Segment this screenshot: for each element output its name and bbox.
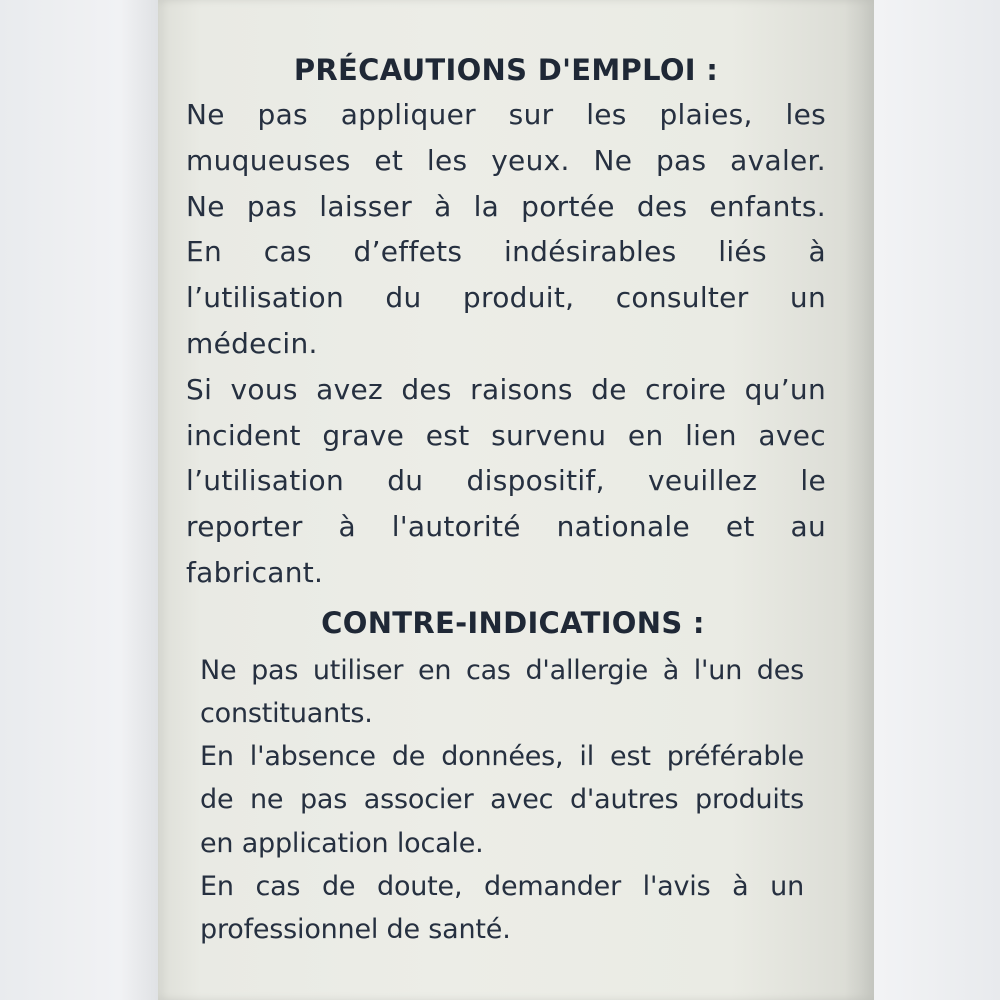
package-label-text [186, 48, 826, 951]
contraindications-line: professionnel de santé. [200, 913, 511, 945]
precautions-line: fabricant. [186, 555, 324, 589]
precautions-line: reporter à l'autorité nationale et au [186, 510, 826, 544]
package-edge-shading [844, 0, 874, 1000]
contraindications-line: en application locale. [200, 827, 484, 859]
precautions-line: médecin. [186, 326, 318, 360]
contraindications-line: de ne pas associer avec d'autres produits [200, 784, 804, 816]
contraindications-heading: CONTRE-INDICATIONS : [321, 605, 705, 640]
precautions-line: l’utilisation du produit, consulter un [186, 281, 826, 315]
precautions-line: muqueuses et les yeux. Ne pas avaler. [186, 143, 826, 177]
precautions-heading: PRÉCAUTIONS D'EMPLOI : [293, 53, 719, 87]
precautions-line: l’utilisation du dispositif, veuillez le [186, 464, 826, 498]
contraindications-line: Ne pas utiliser en cas d'allergie à l'un des [200, 654, 804, 686]
package-shadow [120, 0, 160, 1000]
contraindications-line: constituants. [200, 697, 373, 729]
contraindications-body [186, 649, 826, 951]
precautions-body [186, 92, 826, 596]
precautions-line: Si vous avez des raisons de croire qu’un [186, 372, 826, 406]
contraindications-line: En l'absence de données, il est préférable [200, 741, 804, 773]
precautions-line: Ne pas laisser à la portée des enfants. [186, 189, 826, 223]
precautions-line: En cas d’effets indésirables liés à [186, 235, 826, 269]
precautions-line: incident grave est survenu en lien avec [186, 418, 826, 452]
contraindications-line: En cas de doute, demander l'avis à un [200, 870, 804, 902]
precautions-line: Ne pas appliquer sur les plaies, les [186, 98, 826, 131]
